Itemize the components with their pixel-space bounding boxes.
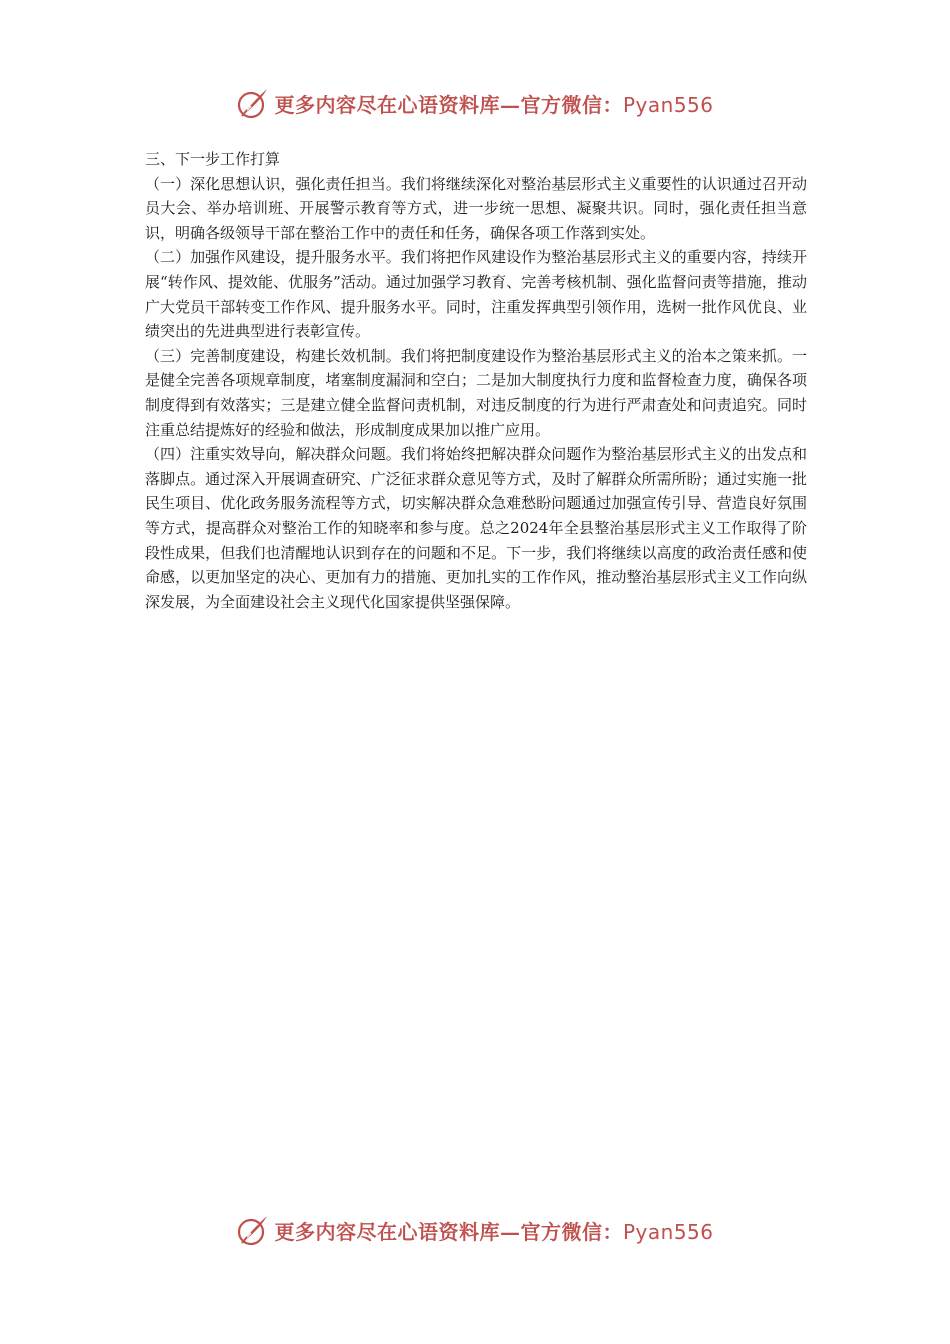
paragraph-1: （一）深化思想认识，强化责任担当。我们将继续深化对整治基层形式主义重要性的认识通过召开动员大会、举办培训班、开展警示教育等方式，进一步统一思想、凝聚共识。同时，强化责任担当意识，明确各级领导干部在整治工作中的责任和任务，确保各项工作落到实处。 [145,174,807,242]
banner-wechat-id: Pyan556 [622,92,714,117]
header-banner [0,83,950,123]
paragraph-4: （四）注重实效导向，解决群众问题。我们将始终把解决群众问题作为整治基层形式主义的出发点和落脚点。通过深入开展调查研究、广泛征求群众意见等方式，及时了解群众所需所盼；通过实施一批民生项目、优化政务服务流程等方式，切实解决群众急难愁盼问题通过加强宣传引导、营造良好氛围等方式，提高群众对整治工作的知晓率和参与度。总之2024年全县整治基层形式主义工作取得了阶段性成果，但我们也清醒地认识到存在的问题和不足。下一步，我们将继续以高度的政治责任感和使命感，以更加坚定的决心、更加有力的措施、更加扎实的工作作风，推动整治基层形式主义工作向纵深发展，为全面建设社会主义现代化国家提供坚强保障。 [145,445,807,611]
section-title: 三、下一步工作打算 [145,150,281,168]
paragraph-3: （三）完善制度建设，构建长效机制。我们将把制度建设作为整治基层形式主义的治本之策来抓。一是健全完善各项规章制度，堵塞制度漏洞和空白；二是加大制度执行力度和监督检查力度，确保各项制度得到有效落实；三是建立健全监督问责机制，对违反制度的行为进行严肃查处和问责追究。同时注重总结提炼好的经验和做法，形成制度成果加以推广应用。 [145,346,807,439]
footer-banner [0,1210,950,1250]
paragraph-2: （二）加强作风建设，提升服务水平。我们将把作风建设作为整治基层形式主义的重要内容，持续开展“转作风、提效能、优服务”活动。通过加强学习教育、完善考核机制、强化监督问责等措施，推动广大党员干部转变工作作风、提升服务水平。同时，注重发挥典型引领作用，选树一批作风优良、业绩突出的先进典型进行表彰宣传。 [145,248,807,341]
document-body [145,147,807,614]
quill-pen-circle-icon [236,86,270,120]
banner-wechat-id: Pyan556 [622,1219,714,1244]
banner-text: 更多内容尽在心语资料库—官方微信：Pyan556 [274,1219,714,1244]
quill-pen-circle-icon [236,1213,270,1247]
banner-text: 更多内容尽在心语资料库—官方微信：Pyan556 [274,92,714,117]
